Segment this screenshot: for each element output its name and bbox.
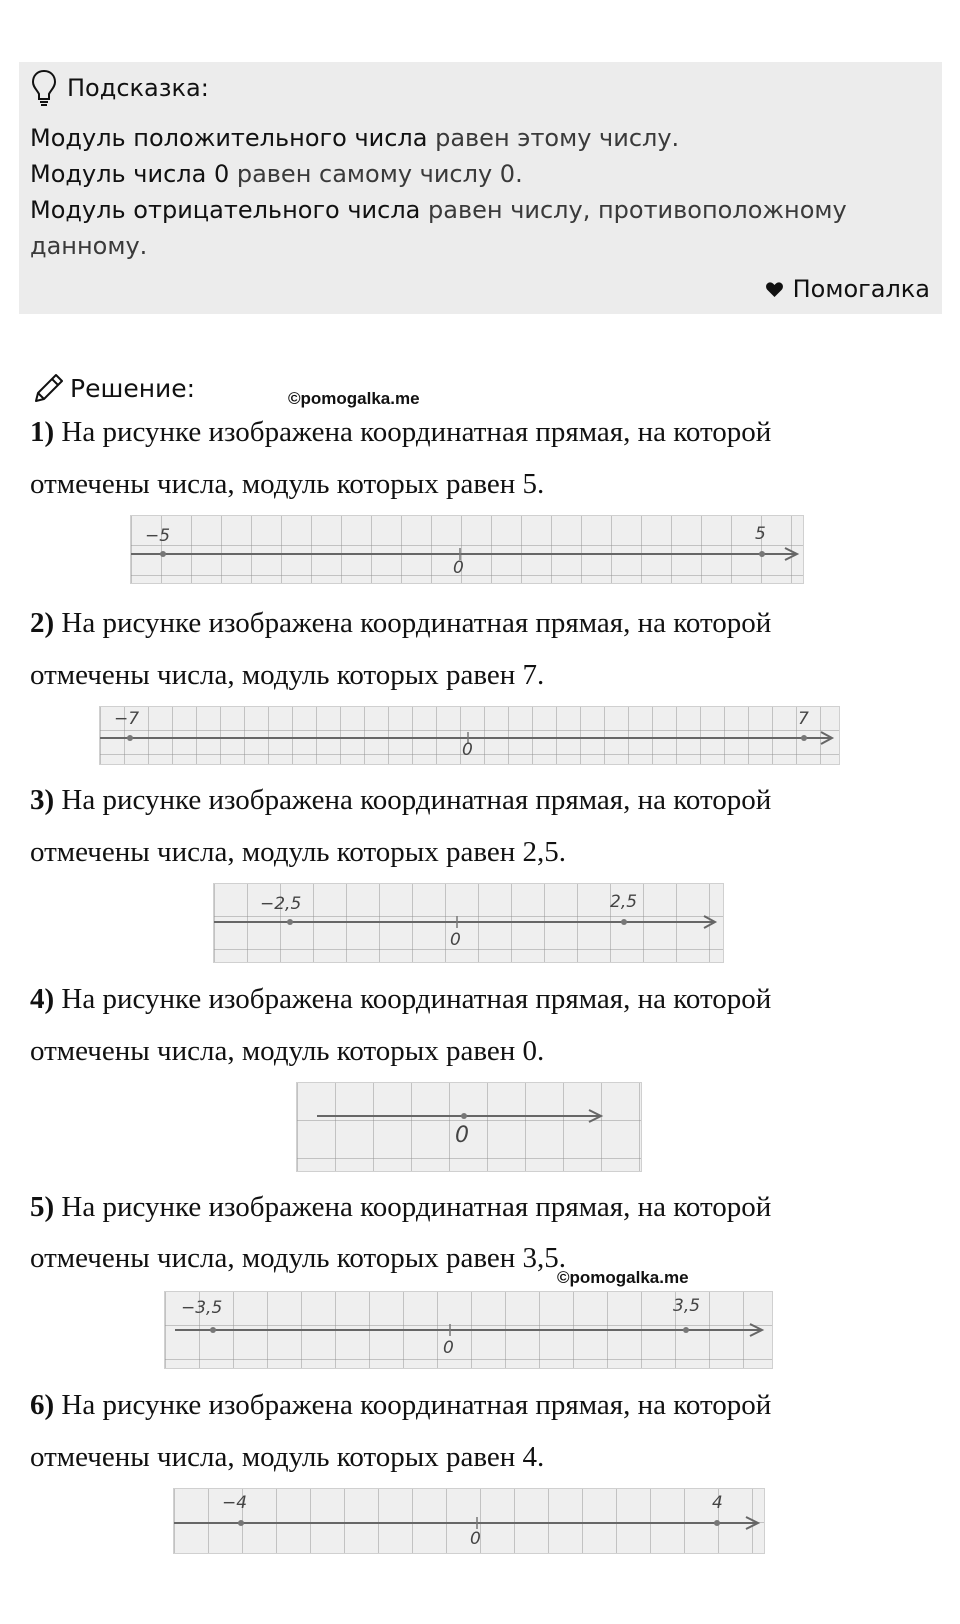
label-zero: 0: [443, 1338, 454, 1358]
label-zero: 0: [470, 1529, 481, 1549]
label-minus-4: −4: [222, 1493, 248, 1513]
label-zero: 0: [455, 1123, 469, 1148]
task-1-number: 1): [30, 416, 55, 448]
heart-icon: [766, 282, 783, 297]
label-minus-2-5: −2,5: [260, 894, 302, 914]
task-4-line-2: отмечены числа, модуль которых равен 0.: [30, 1035, 545, 1067]
label-minus-5: −5: [145, 526, 171, 546]
hint-line-2-bold: Модуль числа 0: [30, 160, 230, 188]
label-2-5: 2,5: [610, 892, 638, 912]
task-2-line-1: [30, 597, 771, 650]
task-2-number: 2): [30, 607, 55, 639]
task-4-text: На рисунке изображена координатная прямая, на которой: [54, 983, 772, 1015]
hint-title-text: Подсказка:: [67, 74, 209, 102]
label-zero: 0: [453, 558, 464, 578]
watermark: ©pomogalka.me: [288, 389, 420, 408]
number-line-6: [173, 1488, 765, 1554]
task-1-text: На рисунке изображена координатная прямая, на которой: [54, 416, 772, 448]
label-zero: 0: [450, 930, 461, 950]
hint-line-2: [30, 160, 523, 188]
label-zero: 0: [462, 740, 473, 760]
hint-line-1-bold: Модуль положительного числа: [30, 124, 428, 152]
task-3-text: На рисунке изображена координатная прямая, на которой: [54, 784, 772, 816]
task-3-line-2: отмечены числа, модуль которых равен 2,5.: [30, 836, 567, 868]
task-6-text: На рисунке изображена координатная прямая, на которой: [54, 1389, 772, 1421]
hint-title: [31, 68, 209, 108]
lightbulb-icon: [31, 68, 57, 108]
label-3-5: 3,5: [673, 1296, 701, 1316]
hint-line-1-rest: равен этому числу.: [427, 124, 680, 152]
hint-line-2-rest: равен самому числу 0.: [229, 160, 523, 188]
number-line-3: [213, 883, 724, 963]
axis-1: [131, 516, 803, 583]
label-minus-7: −7: [114, 709, 140, 729]
pencil-icon: [32, 371, 66, 405]
hint-line-1: [30, 124, 679, 152]
task-6-line-2: отмечены числа, модуль которых равен 4.: [30, 1441, 545, 1473]
watermark: ©pomogalka.me: [557, 1268, 689, 1287]
axis-4: [297, 1083, 641, 1171]
brand: [766, 275, 930, 303]
number-line-1: [130, 515, 804, 584]
task-2-text: На рисунке изображена координатная прямая, на которой: [54, 607, 772, 639]
task-3-line-1: [30, 774, 771, 827]
task-5-line-2: отмечены числа, модуль которых равен 3,5.: [30, 1242, 567, 1274]
hint-line-3-rest: равен числу, противоположному: [420, 196, 847, 224]
task-5-line-1: [30, 1181, 771, 1234]
hint-box: [19, 62, 942, 314]
number-line-4: [296, 1082, 642, 1172]
number-line-2: [99, 706, 840, 765]
task-4-line-1: [30, 973, 771, 1026]
task-4-number: 4): [30, 983, 55, 1015]
number-line-5: [164, 1291, 773, 1369]
hint-line-3-bold: Модуль отрицательного числа: [30, 196, 421, 224]
solution-title: [32, 371, 195, 405]
task-3-number: 3): [30, 784, 55, 816]
solution-title-text: Решение:: [70, 373, 196, 403]
brand-name: Помогалка: [792, 275, 930, 303]
task-6-number: 6): [30, 1389, 55, 1421]
task-5-text: На рисунке изображена координатная прямая, на которой: [54, 1191, 772, 1223]
task-2-line-2: отмечены числа, модуль которых равен 7.: [30, 659, 545, 691]
hint-line-4: данному.: [30, 232, 148, 260]
label-7: 7: [798, 709, 809, 729]
label-5: 5: [755, 524, 766, 544]
axis-6: [174, 1489, 764, 1553]
task-1-line-1: [30, 406, 771, 459]
task-1-line-2: отмечены числа, модуль которых равен 5.: [30, 468, 545, 500]
task-5-number: 5): [30, 1191, 55, 1223]
task-6-line-1: [30, 1379, 771, 1432]
label-4: 4: [712, 1493, 723, 1513]
hint-line-3: [30, 196, 847, 224]
label-minus-3-5: −3,5: [181, 1298, 223, 1318]
